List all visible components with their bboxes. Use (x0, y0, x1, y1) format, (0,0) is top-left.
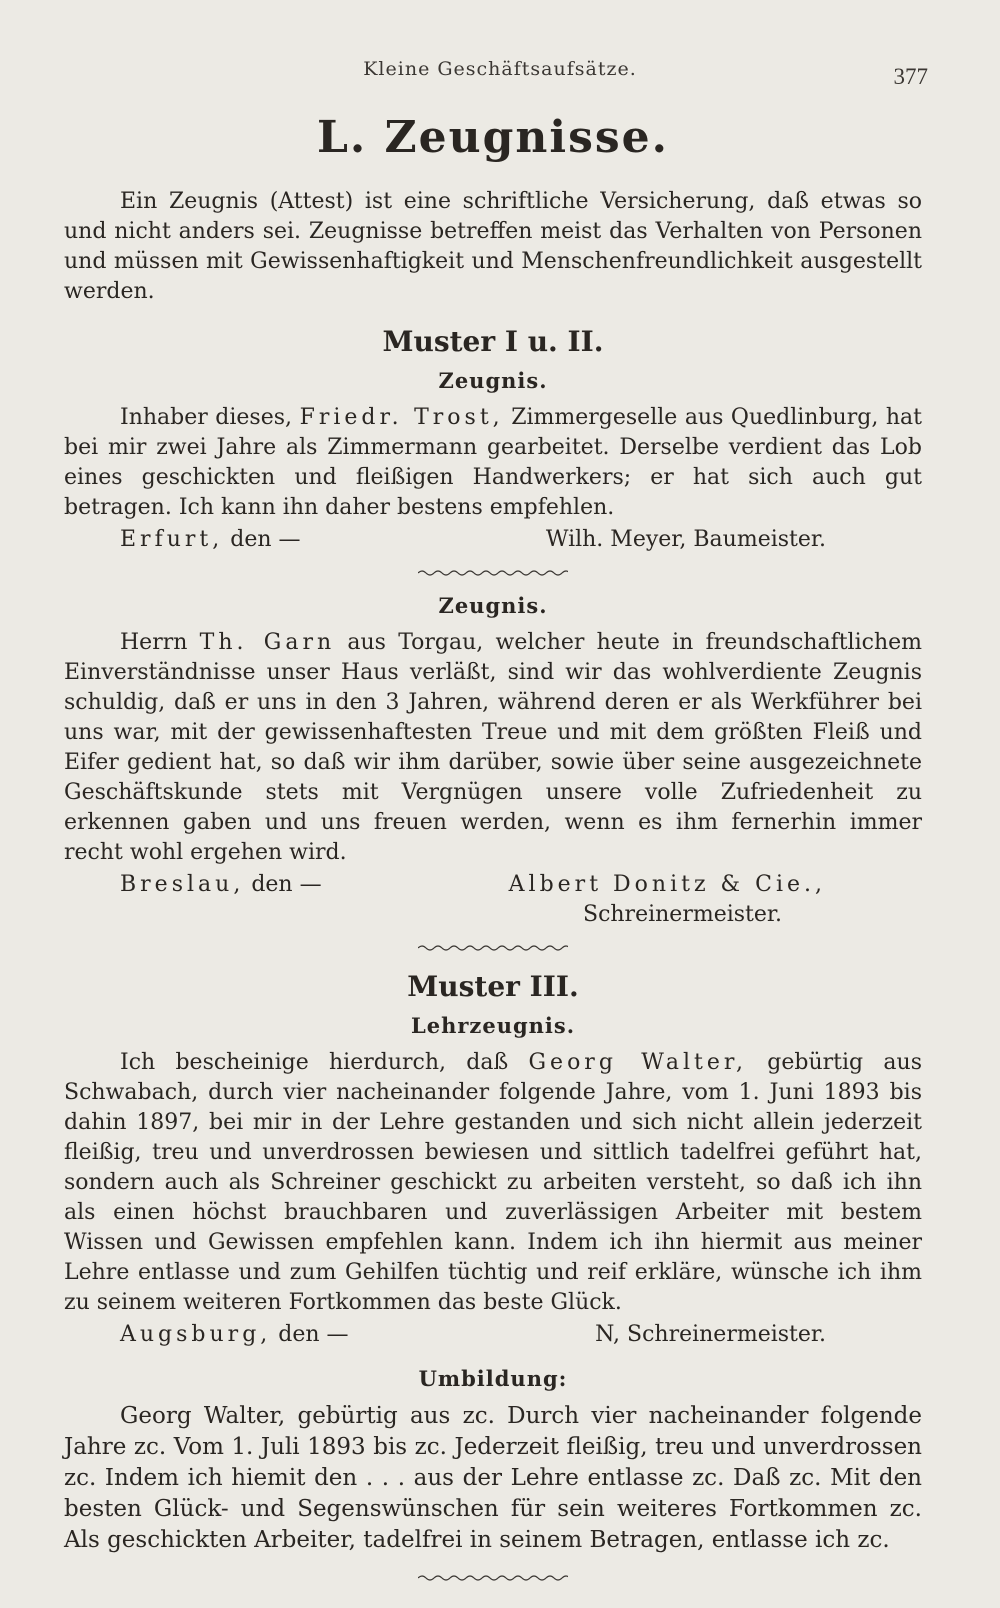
zeugnis-1-signature: Wilh. Meyer, Baumeister. (545, 527, 826, 552)
wavy-divider (418, 944, 568, 952)
page-number: 377 (893, 64, 928, 89)
zeugnis-1-place-date (64, 525, 301, 555)
lehrzeugnis-place: Augsburg, (120, 1322, 272, 1347)
zeugnis-2-signature: Albert Donitz & Cie., (508, 872, 826, 897)
zeugnis-2-title: Zeugnis. (438, 593, 548, 618)
lehrzeugnis-pre: Ich bescheinige hierdurch, daß (120, 1050, 509, 1075)
zeugnis-2-text (64, 628, 922, 868)
zeugnis-2-post: aus Torgau, welcher heute in freundschaftlichem Einverständnisse unser Haus verläßt, sind wir das wohlverdiente Zeugnis schuldig, daß er uns in den 3 Jahren, während deren er als Werkführer bei uns war, mit der gewissenhaftesten Treue und mit dem größten Fleiß und Eifer gedient hat, so daß wir ihm darüber, sowie über seine ausgezeichnete Geschäftskunde stets mit Vergnügen unsere volle Zufriedenheit zu erkennen gaben und uns freuen werden, wenn es ihm fernerhin immer recht wohl ergehen wird. (64, 630, 922, 865)
lehrzeugnis-name: Georg Walter, (528, 1050, 747, 1075)
lehrzeugnis-date: den — (278, 1322, 349, 1347)
lehrzeugnis-signature: N, Schreinermeister. (595, 1322, 826, 1347)
chapter-title: L. Zeugnisse. (316, 112, 669, 163)
lehrzeugnis-signature-row (64, 1320, 922, 1350)
zeugnis-2-name: Th. Garn (199, 630, 336, 655)
lehrzeugnis-text (64, 1048, 922, 1318)
zeugnis-2-date: den — (251, 872, 322, 897)
lehrzeugnis-title: Lehrzeugnis. (410, 1013, 576, 1038)
zeugnis-1-date: den — (230, 527, 301, 552)
wavy-divider (418, 569, 568, 577)
zeugnis-2-signature-title: Schreinermeister. (583, 902, 782, 927)
zeugnis-1-place: Erfurt, (120, 527, 224, 552)
intro-paragraph: Ein Zeugnis (Attest) ist eine schriftliche Versicherung, daß etwas so und nicht anders sei. Zeugnisse betreffen meist das Verhalten von Personen und müssen mit Gewissenhaftigkeit und Menschenfreundlichkeit ausgestellt werden. (64, 189, 922, 304)
lehrzeugnis-place-date (64, 1320, 349, 1350)
zeugnis-1-text (64, 403, 922, 523)
zeugnis-2-place-date (64, 870, 322, 900)
zeugnis-1-pre: Inhaber dieses, (120, 405, 293, 430)
zeugnis-2-place: Breslau, (120, 872, 245, 897)
muster-1-heading: Muster I u. II. (382, 325, 604, 358)
wavy-divider (418, 1574, 568, 1582)
umbildung-text: Georg Walter, gebürtig aus zc. Durch vier nacheinander folgende Jahre zc. Vom 1. Juli 1893 bis zc. Jederzeit fleißig, treu und unverdrossen zc. Indem ich hiemit den . . . aus der Lehre entlasse zc. Daß zc. Mit den besten Glück- und Segenswünschen für sein weiteres Fortkommen zc. Als geschickten Arbeiter, tadelfrei in seinem Betragen, entlasse ich zc. (64, 1403, 922, 1553)
zeugnis-1-signature-row (64, 525, 922, 555)
running-head: Kleine Geschäftsaufsätze. (363, 58, 637, 80)
zeugnis-2-pre: Herrn (120, 630, 188, 655)
umbildung-title: Umbildung: (418, 1366, 568, 1391)
page-content (64, 112, 922, 1598)
zeugnis-1-title: Zeugnis. (438, 368, 548, 393)
lehrzeugnis-post: gebürtig aus Schwabach, durch vier nacheinander folgende Jahre, vom 1. Juni 1893 bis dahin 1897, bei mir in der Lehre gestanden und sich nicht allein jederzeit fleißig, treu und unverdrossen bewiesen und sittlich tadelfrei geführt hat, sondern auch als Schreiner geschickt zu arbeiten versteht, so daß ich ihn als einen höchst brauchbaren und zuverlässigen Arbeiter mit bestem Wissen und Gewissen empfehlen kann. Indem ich ihn hiermit aus meiner Lehre entlasse und zum Gehilfen tüchtig und reif erkläre, wünsche ich ihm zu seinem weiteren Fortkommen das beste Glück. (64, 1050, 922, 1315)
zeugnis-1-name: Friedr. Trost, (299, 405, 504, 430)
zeugnis-1-post: Zimmergeselle aus Quedlinburg, hat bei mir zwei Jahre als Zimmermann gearbeitet. Derselbe verdient das Lob eines geschickten und fleißigen Handwerkers; er hat sich auch gut betragen. Ich kann ihn daher bestens empfehlen. (64, 405, 922, 520)
zeugnis-2-signature-row (64, 870, 922, 900)
muster-3-heading: Muster III. (407, 970, 579, 1003)
